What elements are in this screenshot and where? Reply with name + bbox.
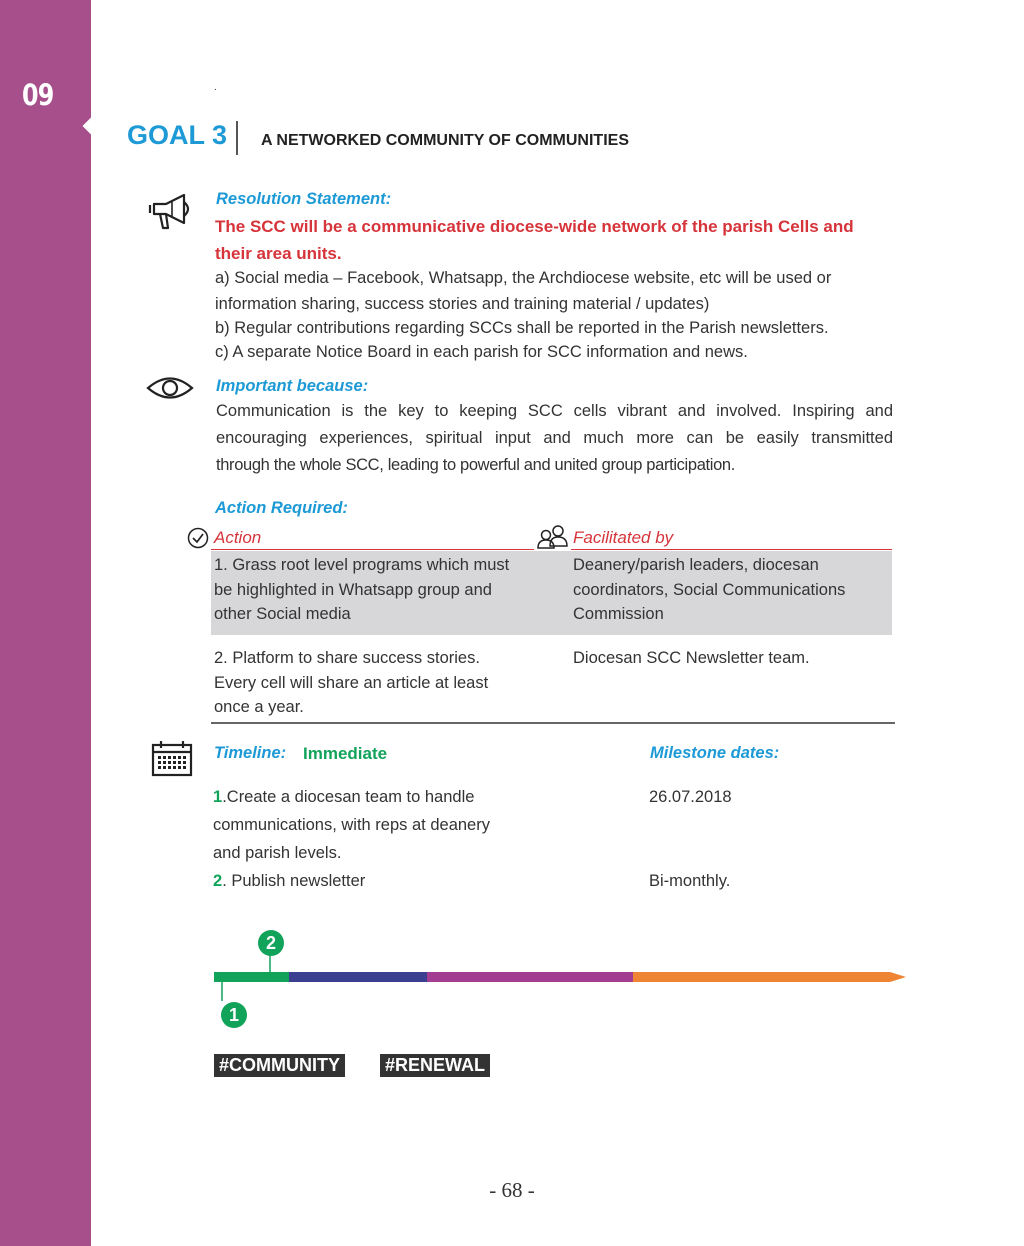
resolution-heading: Resolution Statement:	[216, 190, 392, 208]
goal-title: A NETWORKED COMMUNITY OF COMMUNITIES	[261, 132, 629, 149]
timeline-item-1: 1.Create a diocesan team to handle communications, with reps at deanery and parish levels.	[213, 788, 490, 862]
hashtag-renewal: #RENEWAL	[380, 1054, 490, 1077]
eye-icon	[146, 375, 194, 406]
timeline-marker-1: 1	[221, 1002, 247, 1028]
timeline-item-2-date: Bi-monthly.	[649, 872, 731, 890]
importance-line2: encouraging experiences, spiritual input and much more can be easily transmitted	[216, 429, 893, 447]
table-row-2-facilitator: Diocesan SCC Newsletter team.	[573, 649, 810, 667]
table-row-2-action: 2. Platform to share success stories. Every cell will share an article at least once a year.	[214, 649, 489, 716]
resolution-item-b: b) Regular contributions regarding SCCs shall be reported in the Parish newsletters.	[215, 319, 829, 337]
timeline-segment-purple	[427, 972, 633, 982]
calendar-icon	[151, 741, 193, 782]
chapter-number: 09	[22, 78, 54, 112]
timeline-segment-green	[214, 972, 289, 982]
table-row-1-facilitator: Deanery/parish leaders, diocesan coordinators, Social Communications Commission	[573, 556, 846, 623]
timeline-segment-navy	[289, 972, 427, 982]
resolution-statement-line1: The SCC will be a communicative diocese-wide network of the parish Cells and	[215, 217, 854, 236]
stray-dot: .	[214, 82, 217, 93]
timeline-item-1-date: 26.07.2018	[649, 788, 732, 806]
importance-line1: Communication is the key to keeping SCC cells vibrant and involved. Inspiring and	[216, 402, 893, 420]
table-row-1-action: 1. Grass root level programs which must be highlighted in Whatsapp group and other Social media	[214, 556, 510, 623]
importance-heading: Important because:	[216, 377, 369, 395]
table-bottom-rule	[211, 722, 895, 724]
column-header-action: Action	[214, 528, 262, 547]
timeline-label: Timeline:	[214, 744, 287, 762]
importance-line3: through the whole SCC, leading to powerful and united group participation.	[216, 456, 735, 474]
milestone-heading: Milestone dates:	[650, 744, 780, 762]
column-header-facilitated: Facilitated by	[573, 528, 674, 547]
hashtag-community: #COMMUNITY	[214, 1054, 345, 1077]
resolution-item-a-line1: a) Social media – Facebook, Whatsapp, the Archdiocese website, etc will be used or	[215, 269, 832, 287]
timeline-segment-orange	[633, 972, 906, 982]
resolution-item-c: c) A separate Notice Board in each parish for SCC information and news.	[215, 343, 748, 361]
title-divider	[236, 121, 238, 155]
timeline-marker-2: 2	[258, 930, 284, 956]
checkmark-circle-icon	[187, 527, 209, 554]
page-number: - 68 -	[489, 1178, 535, 1202]
chapter-sidebar	[0, 0, 91, 1246]
header-underline-action	[211, 549, 534, 550]
megaphone-icon	[148, 192, 196, 237]
resolution-statement-line2: their area units.	[215, 244, 342, 263]
action-heading: Action Required:	[215, 499, 348, 517]
goal-number: GOAL 3	[127, 120, 228, 150]
timeline-value: Immediate	[303, 744, 388, 763]
timeline-item-2: 2. Publish newsletter	[213, 872, 366, 890]
header-underline-facilitated	[571, 549, 892, 550]
timeline-bar	[212, 929, 912, 1034]
resolution-item-a-line2: information sharing, success stories and training material / updates)	[215, 295, 710, 313]
